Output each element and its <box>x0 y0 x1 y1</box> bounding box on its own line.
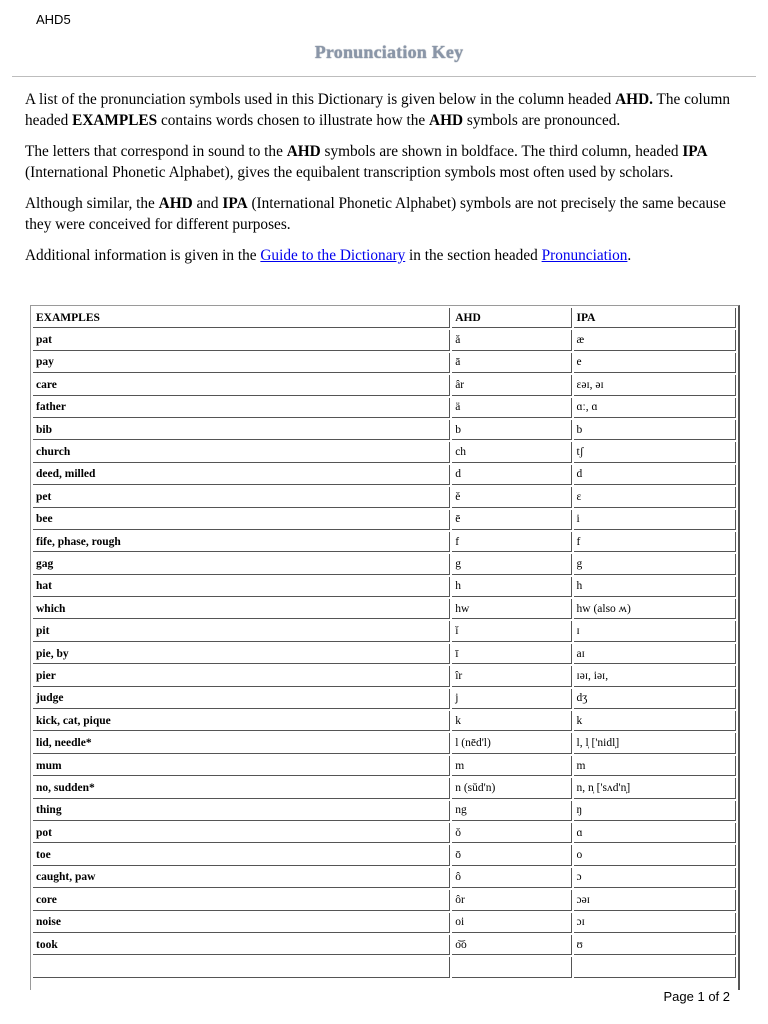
ipa-cell: æ <box>574 330 736 350</box>
ahd-cell: k <box>452 711 571 731</box>
ahd-cell: h <box>452 577 571 597</box>
intro-paragraph-2: The letters that correspond in sound to the AHD symbols are shown in boldface. The third column, headed IPA (International Phonetic Alphabet), gives the equibalent transcription symbols most often used by scholars. <box>25 143 708 181</box>
example-cell: church <box>33 442 450 462</box>
example-cell: toe <box>33 845 450 865</box>
ahd-cell: ī <box>452 644 571 664</box>
example-cell: gag <box>33 554 450 574</box>
header-label: AHD5 <box>36 12 71 27</box>
table-row <box>33 375 736 395</box>
ipa-cell: n, n̩ ['sʌd'n̩] <box>574 778 736 798</box>
example-cell <box>33 957 450 977</box>
ipa-cell: f <box>574 532 736 552</box>
table-row <box>33 823 736 843</box>
table-row <box>33 599 736 619</box>
example-cell: core <box>33 890 450 910</box>
divider <box>12 76 756 77</box>
example-cell: pot <box>33 823 450 843</box>
table-row <box>33 644 736 664</box>
ahd-cell: b <box>452 420 571 440</box>
ahd-cell: âr <box>452 375 571 395</box>
ipa-cell: tʃ <box>574 442 736 462</box>
ahd-cell <box>452 957 571 977</box>
pronunciation-table <box>31 306 738 980</box>
ipa-cell: ɑ <box>574 823 736 843</box>
column-header-ahd: AHD <box>452 308 571 328</box>
ahd-cell: n (sŭd'n) <box>452 778 571 798</box>
example-cell: no, sudden* <box>33 778 450 798</box>
ahd-cell: g <box>452 554 571 574</box>
ahd-cell: îr <box>452 666 571 686</box>
ahd-cell: o͝o <box>452 935 571 955</box>
intro-text <box>25 90 743 278</box>
ahd-cell: ĭ <box>452 621 571 641</box>
table-row <box>33 913 736 933</box>
table-row <box>33 353 736 373</box>
example-cell: noise <box>33 913 450 933</box>
ahd-cell: ôr <box>452 890 571 910</box>
ipa-cell: l, l̩ ['nidl̩] <box>574 733 736 753</box>
table-row <box>33 487 736 507</box>
ipa-cell: ɑː, ɑ <box>574 398 736 418</box>
ahd-cell: ng <box>452 801 571 821</box>
table-row <box>33 778 736 798</box>
pronunciation-link[interactable]: Pronunciation <box>541 247 628 264</box>
table-row <box>33 577 736 597</box>
example-cell: took <box>33 935 450 955</box>
table-row <box>33 689 736 709</box>
ahd-cell: f <box>452 532 571 552</box>
table-row <box>33 711 736 731</box>
example-cell: pat <box>33 330 450 350</box>
page-title: Pronunciation Key <box>314 42 464 62</box>
ahd-cell: l (nēd'l) <box>452 733 571 753</box>
ahd-cell: ō <box>452 845 571 865</box>
table-row <box>33 666 736 686</box>
ipa-cell: ŋ <box>574 801 736 821</box>
ipa-cell: ɪəɪ, iəɪ, <box>574 666 736 686</box>
example-cell: father <box>33 398 450 418</box>
table-row <box>33 890 736 910</box>
ipa-cell: h <box>574 577 736 597</box>
example-cell: bib <box>33 420 450 440</box>
table-row <box>33 465 736 485</box>
table-row <box>33 510 736 530</box>
ipa-cell: dʒ <box>574 689 736 709</box>
ahd-cell: ŏ <box>452 823 571 843</box>
ipa-cell: hw (also ʍ) <box>574 599 736 619</box>
table-row <box>33 554 736 574</box>
ahd-cell: ĕ <box>452 487 571 507</box>
table-header-row <box>33 308 736 328</box>
guide-link[interactable]: Guide to the Dictionary <box>260 247 406 264</box>
example-cell: pie, by <box>33 644 450 664</box>
ipa-cell: ɪ <box>574 621 736 641</box>
ahd-cell: ē <box>452 510 571 530</box>
column-header-ipa: IPA <box>574 308 736 328</box>
table-row <box>33 756 736 776</box>
ipa-cell: ɛəɪ, əɪ <box>574 375 736 395</box>
ipa-cell: i <box>574 510 736 530</box>
ahd-cell: oi <box>452 913 571 933</box>
example-cell: judge <box>33 689 450 709</box>
example-cell: pay <box>33 353 450 373</box>
ahd-cell: ch <box>452 442 571 462</box>
example-cell: deed, milled <box>33 465 450 485</box>
ipa-cell <box>574 957 736 977</box>
example-cell: thing <box>33 801 450 821</box>
table-row <box>33 957 736 977</box>
table-row <box>33 935 736 955</box>
ahd-cell: ă <box>452 330 571 350</box>
ahd-cell: hw <box>452 599 571 619</box>
ahd-cell: j <box>452 689 571 709</box>
ipa-cell: aɪ <box>574 644 736 664</box>
ahd-cell: m <box>452 756 571 776</box>
table-row <box>33 330 736 350</box>
table-row <box>33 420 736 440</box>
example-cell: pet <box>33 487 450 507</box>
table-row <box>33 733 736 753</box>
ipa-cell: d <box>574 465 736 485</box>
ahd-cell: ā <box>452 353 571 373</box>
ipa-cell: ɔəɪ <box>574 890 736 910</box>
table-row <box>33 442 736 462</box>
table-row <box>33 845 736 865</box>
ipa-cell: o <box>574 845 736 865</box>
pronunciation-table-frame <box>30 305 740 990</box>
intro-paragraph-3: Although similar, the AHD and IPA (International Phonetic Alphabet) symbols are not precisely the same because they were conceived for different purposes. <box>25 195 726 233</box>
table-row <box>33 801 736 821</box>
table-row <box>33 398 736 418</box>
example-cell: mum <box>33 756 450 776</box>
example-cell: caught, paw <box>33 868 450 888</box>
table-row <box>33 621 736 641</box>
table-row <box>33 868 736 888</box>
page-indicator: Page 1 of 2 <box>663 989 730 1004</box>
column-header-examples: EXAMPLES <box>33 308 450 328</box>
ahd-cell: ô <box>452 868 571 888</box>
ipa-cell: b <box>574 420 736 440</box>
ipa-cell: k <box>574 711 736 731</box>
example-cell: fife, phase, rough <box>33 532 450 552</box>
ipa-cell: ɔ <box>574 868 736 888</box>
intro-paragraph-4: Additional information is given in the Guide to the Dictionary in the section headed Pronunciation. <box>25 247 632 264</box>
ipa-cell: g <box>574 554 736 574</box>
ahd-cell: ä <box>452 398 571 418</box>
ahd-cell: d <box>452 465 571 485</box>
example-cell: kick, cat, pique <box>33 711 450 731</box>
example-cell: hat <box>33 577 450 597</box>
intro-paragraph-1: A list of the pronunciation symbols used in this Dictionary is given below in the column headed AHD. The column headed EXAMPLES contains words chosen to illustrate how the AHD symbols are pronounced. <box>25 91 730 129</box>
example-cell: bee <box>33 510 450 530</box>
example-cell: care <box>33 375 450 395</box>
ipa-cell: ʊ <box>574 935 736 955</box>
table-row <box>33 532 736 552</box>
example-cell: pit <box>33 621 450 641</box>
example-cell: pier <box>33 666 450 686</box>
ipa-cell: ɔɪ <box>574 913 736 933</box>
ipa-cell: m <box>574 756 736 776</box>
ipa-cell: e <box>574 353 736 373</box>
example-cell: which <box>33 599 450 619</box>
ipa-cell: ɛ <box>574 487 736 507</box>
example-cell: lid, needle* <box>33 733 450 753</box>
